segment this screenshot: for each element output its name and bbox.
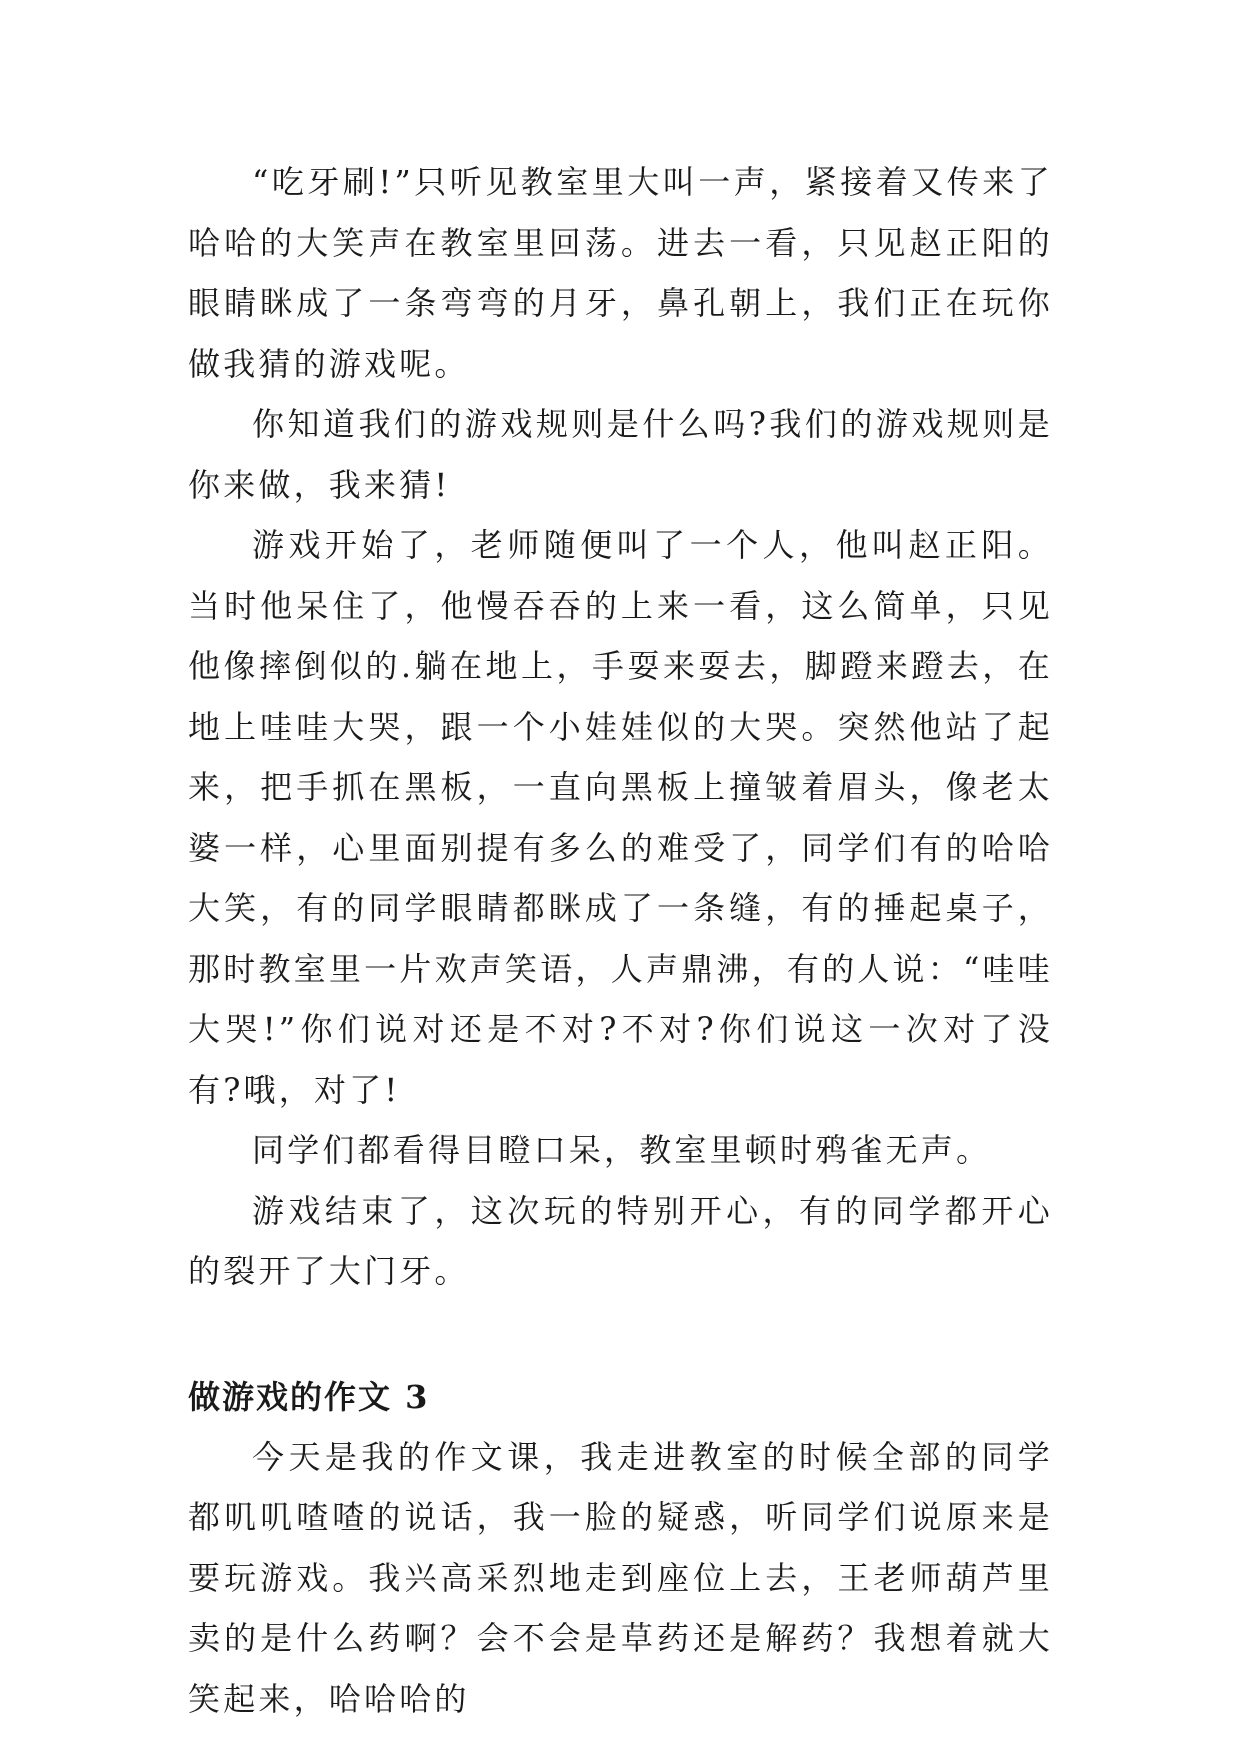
paragraph: “吃牙刷!”只听见教室里大叫一声，紧接着又传来了哈哈的大笑声在教室里回荡。进去一看，只见赵正阳的眼睛眯成了一条弯弯的月牙，鼻孔朝上，我们正在玩你做我猜的游戏呢。 xyxy=(188,163,1053,383)
paragraph: 同学们都看得目瞪口呆，教室里顿时鸦雀无声。 xyxy=(252,1131,992,1169)
paragraph: 游戏开始了，老师随便叫了一个人，他叫赵正阳。当时他呆住了，他慢吞吞的上来一看，这么简单，只见他像摔倒似的.躺在地上，手耍来耍去，脚蹬来蹬去，在地上哇哇大哭，跟一个小娃娃似的大哭。突然他站了起来，把手抓在黑板，一直向黑板上撞皱着眉头，像老太婆一样，心里面别提有多么的难受了，同学们有的哈哈大笑，有的同学眼睛都眯成了一条缝，有的捶起桌子，那时教室里一片欢声笑语，人声鼎沸，有的人说：“哇哇大哭!”你们说对还是不对?不对?你们说这一次对了没有?哦，对了! xyxy=(188,526,1053,1109)
paragraph: 今天是我的作文课，我走进教室的时候全部的同学都叽叽喳喳的说话，我一脸的疑惑，听同学们说原来是要玩游戏。我兴高采烈地走到座位上去，王老师葫芦里卖的是什么药啊？会不会是草药还是解药？我想着就大笑起来，哈哈哈的 xyxy=(188,1437,1053,1718)
paragraph: 游戏结束了，这次玩的特别开心，有的同学都开心的裂开了大门牙。 xyxy=(188,1191,1053,1290)
document-page xyxy=(188,152,1053,1729)
section-heading: 做游戏的作文 3 xyxy=(188,1377,430,1416)
paragraph: 你知道我们的游戏规则是什么吗?我们的游戏规则是你来做，我来猜! xyxy=(188,405,1053,504)
